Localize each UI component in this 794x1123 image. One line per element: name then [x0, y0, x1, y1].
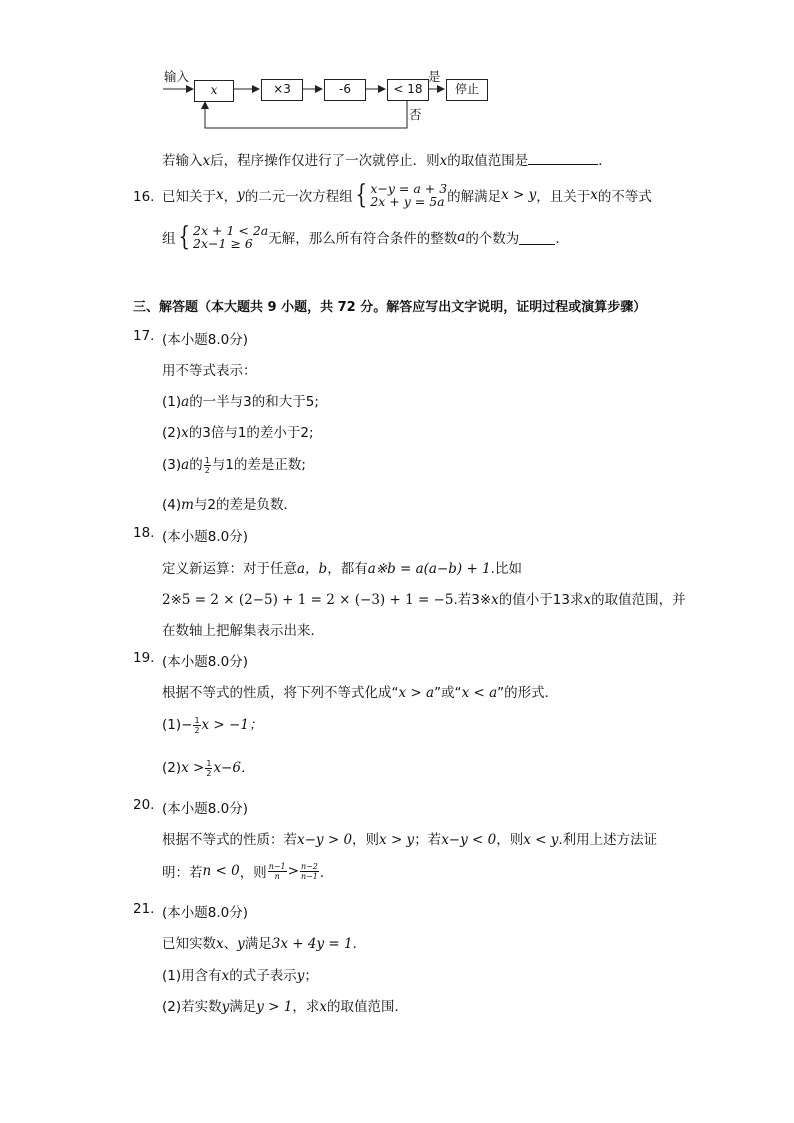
q18-line2: 2※5 = 2 × (2−5) + 1 = 2 × (−3) + 1 = −5.若3※x的值小于13求x的取值范围，并 — [162, 592, 686, 608]
flowchart-box-minus6: -6 — [324, 79, 366, 101]
q20-line2: 明：若 n < 0 ，则 $\frac{n-1}{n}$ > $\frac{n-2}{n-1}$ ． — [162, 861, 334, 881]
q17-item2: (2)x的3倍与1的差小于2; — [162, 425, 314, 441]
flowchart-box-times3: ×3 — [261, 79, 303, 101]
q21-item1: (1)用含有x的式子表示y； — [162, 968, 318, 984]
fraction: $\frac{1}{2}$ — [206, 758, 212, 778]
answer-blank[interactable] — [528, 164, 598, 165]
flowchart-no-label: 否 — [409, 107, 422, 122]
flowchart-box-lt18: < 18 — [387, 79, 429, 101]
q18-score: (本小题8.0分) — [162, 529, 249, 545]
equation-system: x−y = a + 3 2x + y = 5a — [370, 181, 448, 209]
q16-number: 16. — [133, 189, 155, 205]
flowchart-box-x: x — [194, 80, 234, 102]
q17-item3: (3)a的 $\frac{1}{2}$ 与1的差是正数; — [162, 455, 306, 475]
q19-line1: 根据不等式的性质，将下列不等式化成“x > a”或“x < a”的形式． — [162, 685, 559, 701]
brace-symbol: { — [355, 180, 367, 210]
q18-line3: 在数轴上把解集表示出来． — [162, 623, 324, 639]
q21-number: 21. — [133, 901, 155, 917]
q20-number: 20. — [133, 797, 155, 813]
brace-symbol: { — [177, 222, 190, 252]
q17-number: 17. — [133, 328, 155, 344]
flowchart-box-stop: 停止 — [446, 79, 488, 101]
q19-item2: (2)x > $\frac{1}{2}$ x−6． — [162, 758, 255, 778]
q19-item1: (1)− $\frac{1}{2}$ x > −1； — [162, 715, 263, 735]
q21-score: (本小题8.0分) — [162, 905, 249, 921]
fraction: $\frac{n-1}{n}$ — [268, 861, 286, 881]
flowchart-arrows — [0, 0, 794, 140]
q19-number: 19. — [133, 650, 155, 666]
q19-score: (本小题8.0分) — [162, 654, 249, 670]
fraction: $\frac{n-2}{n-1}$ — [300, 861, 318, 881]
q20-line1: 根据不等式的性质：若x−y > 0，则x > y；若x−y < 0，则x < y.利用上述方法证 — [162, 832, 658, 848]
q21-item2: (2)若实数y满足y > 1，求x的取值范围． — [162, 999, 409, 1015]
q18-number: 18. — [133, 525, 155, 541]
answer-blank[interactable] — [519, 230, 555, 245]
q17-item1: (1)a的一半与3的和大于5; — [162, 394, 319, 410]
q21-line1: 已知实数x、y满足3x + 4y = 1． — [162, 936, 367, 952]
flowchart-yes-label: 是 — [428, 69, 441, 84]
inequality-system: 2x + 1 < 2a 2x−1 ≥ 6 — [193, 223, 269, 251]
fraction: $\frac{1}{2}$ — [194, 715, 200, 735]
q15-question-line: 若输入x后，程序操作仅进行了一次就停止．则x的取值范围是 ． — [162, 153, 612, 169]
q20-score: (本小题8.0分) — [162, 801, 249, 817]
fraction: $\frac{1}{2}$ — [204, 455, 210, 475]
flowchart-input-label: 输入 — [164, 69, 190, 84]
q16-line2: 组 { 2x + 1 < 2a 2x−1 ≥ 6 无解，那么所有符合条件的整数 a 的个数为 ． — [162, 222, 569, 252]
section-title: 三、解答题（本大题共 9 小题，共 72 分。解答应写出文字说明，证明过程或演算步骤） — [133, 300, 647, 315]
q17-score: (本小题8.0分) — [162, 332, 249, 348]
q18-line1: 定义新运算：对于任意a，b，都有a※b = a(a−b) + 1.比如 — [162, 561, 522, 577]
q16-line1: 已知关于 x ， y 的二元一次方程组 { x−y = a + 3 2x + y = 5a 的解满足 x > y ，且关于 x 的不等式 — [162, 180, 652, 210]
q17-item4: (4)m与2的差是负数． — [162, 497, 298, 513]
q17-intro: 用不等式表示： — [162, 363, 257, 379]
